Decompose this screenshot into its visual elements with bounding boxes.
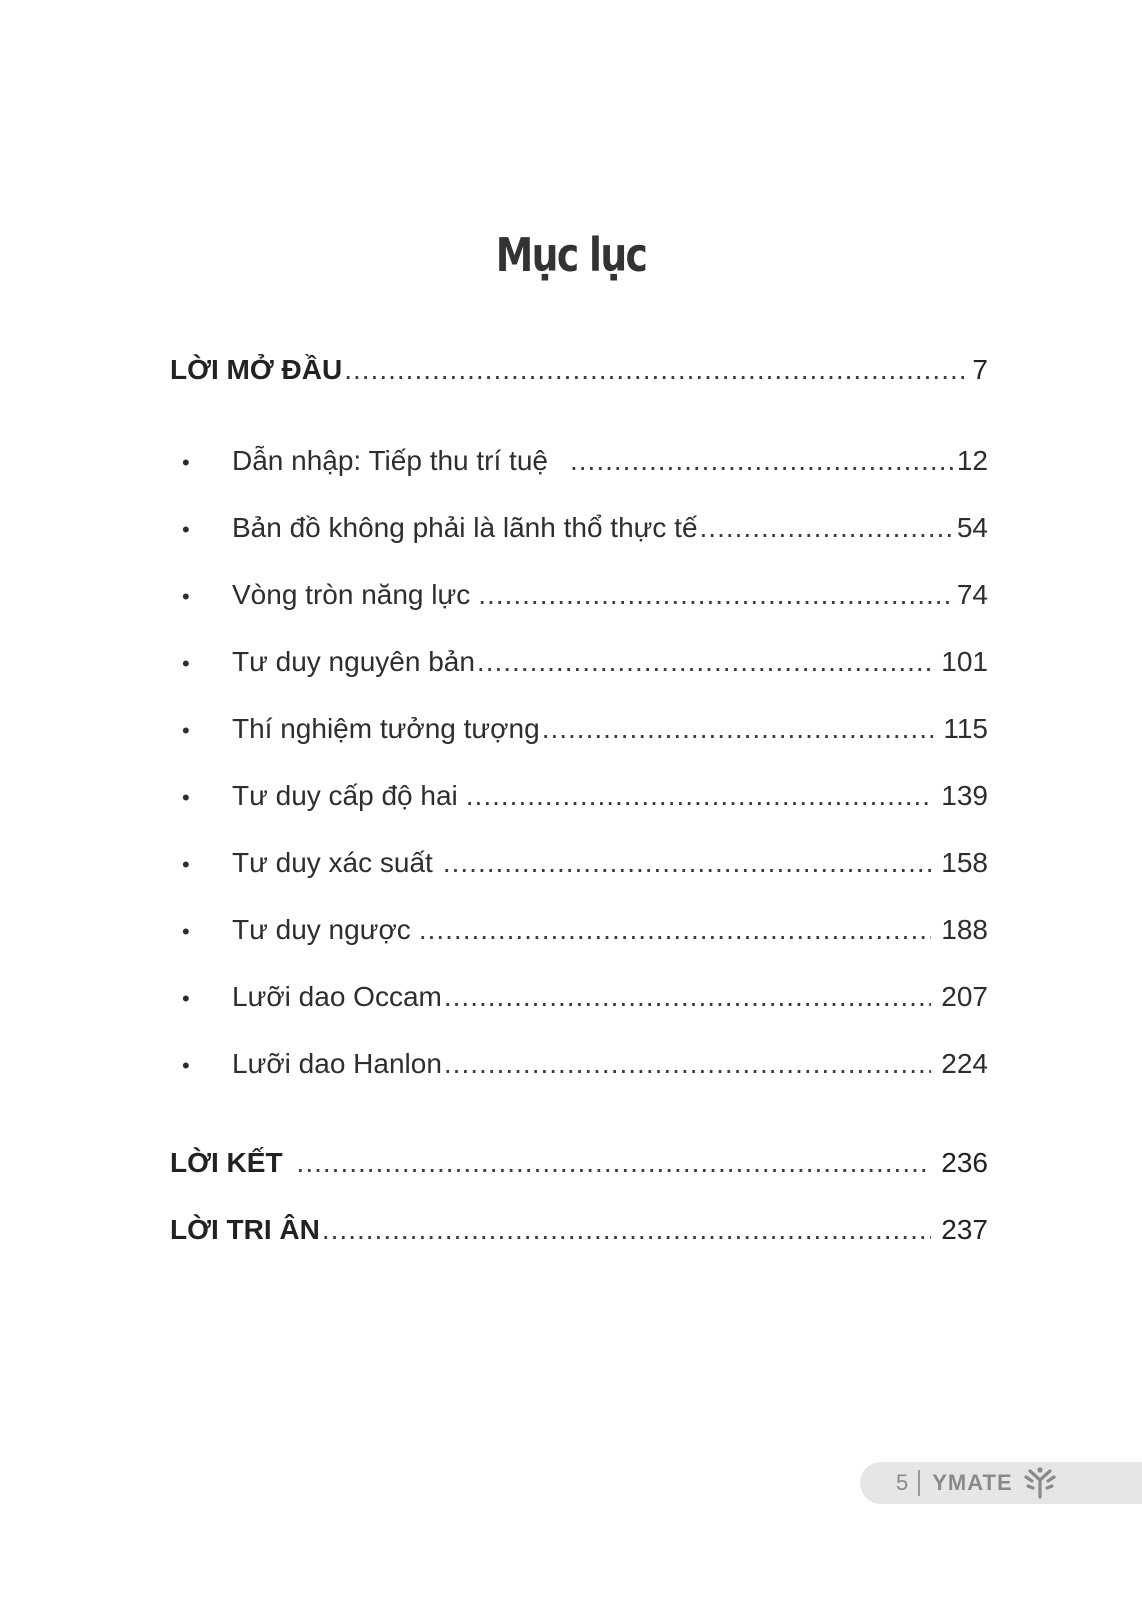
toc-entry-page: 158 bbox=[941, 847, 988, 878]
bullet-icon: • bbox=[182, 1053, 190, 1078]
toc-entry bbox=[170, 977, 988, 1017]
toc-entry-page: 236 bbox=[941, 1147, 988, 1178]
dot-leader bbox=[419, 910, 931, 950]
toc-entry bbox=[170, 441, 988, 481]
toc-entry bbox=[170, 776, 988, 816]
toc-entry-page: 74 bbox=[956, 579, 988, 610]
toc-entry-label: Tư duy ngược bbox=[232, 914, 411, 945]
toc-entry bbox=[170, 1044, 988, 1084]
bullet-icon: • bbox=[182, 651, 190, 676]
toc-entry-label: LỜI TRI ÂN bbox=[170, 1214, 320, 1245]
toc-entry-page: 139 bbox=[941, 780, 988, 811]
toc-entry-page: 188 bbox=[941, 914, 988, 945]
dot-leader bbox=[477, 642, 931, 682]
toc-entry-page: 115 bbox=[943, 713, 988, 744]
toc-entry-label: Thí nghiệm tưởng tượng bbox=[232, 713, 540, 744]
dot-leader bbox=[297, 1143, 932, 1183]
brand-name: YMATE bbox=[932, 1470, 1013, 1495]
bullet-icon: • bbox=[182, 718, 190, 743]
page-title: Mục lục bbox=[495, 228, 647, 282]
toc-entry-label: Dẫn nhập: Tiếp thu trí tuệ bbox=[232, 445, 548, 476]
toc-entry-label: Vòng tròn năng lực bbox=[232, 579, 471, 610]
dot-leader bbox=[466, 776, 932, 816]
footer-divider bbox=[918, 1470, 920, 1496]
page-footer bbox=[860, 1462, 1142, 1504]
toc-entry-page: 207 bbox=[941, 981, 988, 1012]
toc-entry-label: Bản đồ không phải là lãnh thổ thực tế bbox=[232, 512, 698, 543]
toc-entry-label: Tư duy cấp độ hai bbox=[232, 780, 458, 811]
dot-leader bbox=[700, 508, 955, 548]
dot-leader bbox=[444, 1044, 931, 1084]
toc-entry-page: 12 bbox=[956, 445, 988, 476]
toc-entry bbox=[170, 575, 988, 615]
toc-entry-label: LỜI KẾT bbox=[170, 1147, 283, 1178]
page-number: 5 bbox=[896, 1470, 909, 1495]
toc-entry-label: Tư duy xác suất bbox=[232, 847, 433, 878]
dot-leader bbox=[344, 350, 970, 390]
dot-leader bbox=[444, 977, 931, 1017]
dot-leader bbox=[478, 575, 955, 615]
toc-entry bbox=[170, 508, 988, 548]
toc-entry-page: 237 bbox=[941, 1214, 988, 1245]
toc-entry-page: 54 bbox=[956, 512, 988, 543]
toc-entry bbox=[170, 1143, 988, 1183]
toc-entry-label: LỜI MỞ ĐẦU bbox=[170, 354, 343, 385]
toc-entry-page: 224 bbox=[941, 1048, 988, 1079]
toc-entry-label: Lưỡi dao Occam bbox=[232, 981, 442, 1012]
bullet-icon: • bbox=[182, 785, 190, 810]
dot-leader bbox=[443, 843, 931, 883]
toc-entry-page: 101 bbox=[941, 646, 988, 677]
toc-entry bbox=[170, 642, 988, 682]
dot-leader bbox=[570, 441, 955, 481]
dot-leader bbox=[542, 709, 934, 749]
toc-entry bbox=[170, 843, 988, 883]
toc-entry bbox=[170, 350, 988, 390]
bullet-icon: • bbox=[182, 919, 190, 944]
bullet-icon: • bbox=[182, 517, 190, 542]
ymate-logo-icon bbox=[1023, 1466, 1057, 1500]
toc-entry-label: Tư duy nguyên bản bbox=[232, 646, 475, 677]
bullet-icon: • bbox=[182, 852, 190, 877]
bullet-icon: • bbox=[182, 986, 190, 1011]
toc-entry bbox=[170, 709, 988, 749]
toc-entry-page: 7 bbox=[972, 354, 988, 385]
bullet-icon: • bbox=[182, 584, 190, 609]
bullet-icon: • bbox=[182, 450, 190, 475]
toc-entry-label: Lưỡi dao Hanlon bbox=[232, 1048, 442, 1079]
dot-leader bbox=[322, 1210, 931, 1250]
toc-entry bbox=[170, 910, 988, 950]
toc-entry bbox=[170, 1210, 988, 1250]
